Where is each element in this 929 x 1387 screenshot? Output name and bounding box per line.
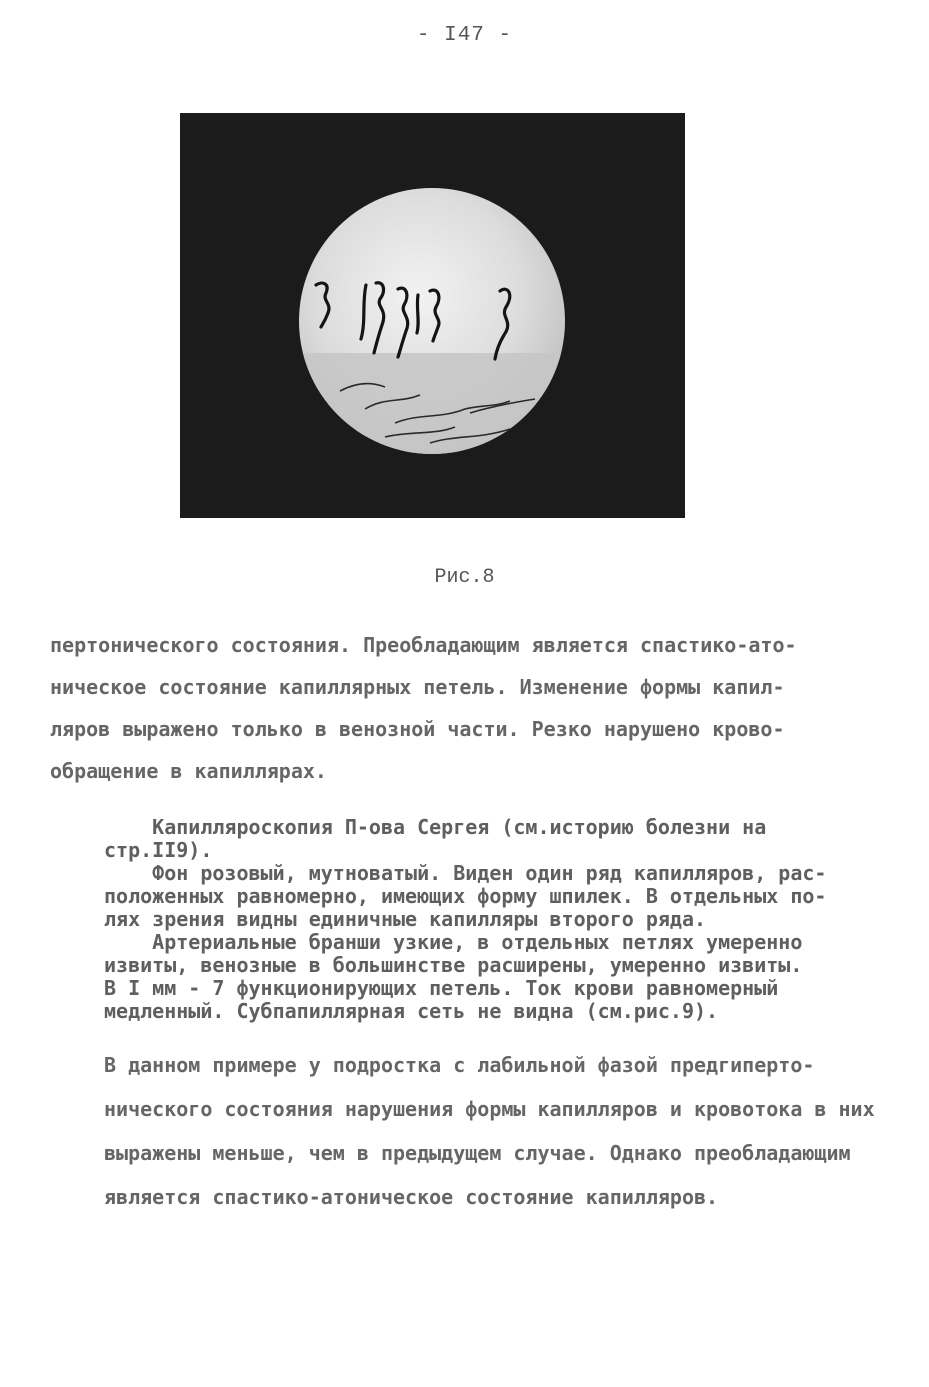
- case-report: Капилляроскопия П-ова Сергея (см.историю болезни на стр.II9). Фон розовый, мутноватый. Виден один ряд капилляров, рас- положенных равномерно, имеющих форму шпилек. В отдельных по- лях зрения видны единичные капилляры второго ряда. Артериальные бранши узкие, в отдельных петлях умеренно извиты, венозные в большинстве расширены, умеренно извиты. В I мм - 7 функционирующих петель. Ток крови равномерный медленный. Субпапиллярная сеть не видна (см.рис.9).: [104, 815, 827, 1023]
- lower-zone: [290, 353, 580, 473]
- page-number: - I47 -: [416, 24, 513, 47]
- capillaroscopy-image: [180, 113, 685, 518]
- paragraph-3: В данном примере у подростка с лабильной фазой предгиперто- нического состояния нарушения формы капилляров и кровотока в них выражены меньше, чем в предыдущем случае. Однако преобладающим является спастико-атоническое состояние капилляров.: [104, 1053, 875, 1209]
- capillaroscopy-photo: [180, 113, 685, 518]
- figure-caption: Рис.8: [434, 566, 495, 589]
- paragraph-1: пертонического состояния. Преобладающим является спастико-ато- ническое состояние капиллярных петель. Изменение формы капил- ляров выражено только в венозной части. Резко нарушено крово- обращение в капиллярах.: [50, 633, 797, 783]
